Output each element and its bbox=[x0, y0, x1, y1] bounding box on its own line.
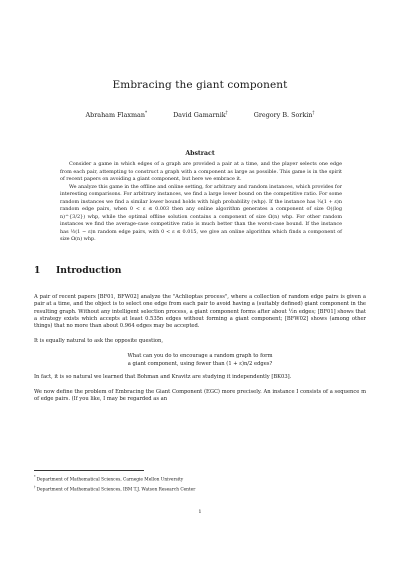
author: Abraham Flaxman* bbox=[85, 110, 148, 120]
section-title: Introduction bbox=[56, 265, 122, 276]
footnote: *Department of Mathematical Sciences, Carnegie Mellon University bbox=[34, 475, 184, 483]
abstract-paragraph: Consider a game in which edges of a graph are provided a pair at a time, and the player selects one edge from each pair, attempting to construct a graph with a component as large as possible. This game is in the spirit of recent papers on avoiding a giant component, but here we embrace it. bbox=[60, 161, 342, 182]
quote-line: What can you do to encourage a random graph to form bbox=[127, 353, 273, 360]
abstract-heading: Abstract bbox=[185, 150, 215, 157]
body-paragraph: In fact, it is so natural we learned that Bohman and Kravitz are studying it independently [BK03]. bbox=[34, 373, 292, 380]
page-number: 1 bbox=[198, 509, 202, 515]
section-number: 1 bbox=[34, 265, 41, 276]
author: Gregory B. Sorkin† bbox=[253, 110, 315, 120]
body-text bbox=[34, 294, 366, 411]
section-heading bbox=[34, 265, 121, 276]
author: David Gamarnik† bbox=[173, 110, 228, 120]
author-list bbox=[0, 110, 400, 119]
footnote: †Department of Mathematical Sciences, IBM T.J. Watson Research Center bbox=[34, 485, 196, 493]
abstract bbox=[60, 161, 342, 244]
paper-title: Embracing the giant component bbox=[112, 79, 288, 91]
footnote-divider bbox=[34, 470, 144, 471]
body-paragraph: A pair of recent papers [BF01, BFW02] analyze the "Achlioptas process", where a collection of random edge pairs is given a pair at a time, and the object is to select one edge from each pair to avoid having a (suitably defined) giant component in the resulting graph. Without any intelligent selection process, a giant component forms after about ½n edges; [BF01] shows that a strategy exists which accepts at least 0.535n edges without forming a giant component; [BFW02] shows (among other things) that no more than about 0.964 edges may be accepted. bbox=[34, 294, 366, 330]
quote-line: a giant component, using fewer than (1 + ε)n/2 edges? bbox=[127, 360, 273, 367]
display-quote bbox=[34, 353, 366, 368]
body-paragraph: It is equally natural to ask the opposite question, bbox=[34, 338, 164, 345]
footnotes bbox=[34, 474, 366, 494]
body-paragraph: We now define the problem of Embracing the Giant Component (EGC) more precisely. An instance I consists of a sequence m of edge pairs. (If you like, I may be regarded as an bbox=[34, 388, 366, 402]
abstract-paragraph: We analyze this game in the offline and online setting, for arbitrary and random instances, which provides for interesting comparisons. For arbitrary instances, we find a large lower bound on the competitive ratio. For some random instances we find a similar lower bound holds with high probability (whp). If the instance has ¼(1 + ε)n random edge pairs, when 0 < ε ≤ 0.003 then any online algorithm generates a component of size O((log n)^{3/2}) whp, while the optimal offline solution contains a component of size Ω(n) whp. For other random instances we find the average-case competitive ratio is much better than the worst-case bound. If the instance has ½(1 − ε)n random edge pairs, with 0 < ε ≤ 0.015, we give an online algorithm which finds a component of size Ω(n) whp. bbox=[60, 183, 342, 242]
